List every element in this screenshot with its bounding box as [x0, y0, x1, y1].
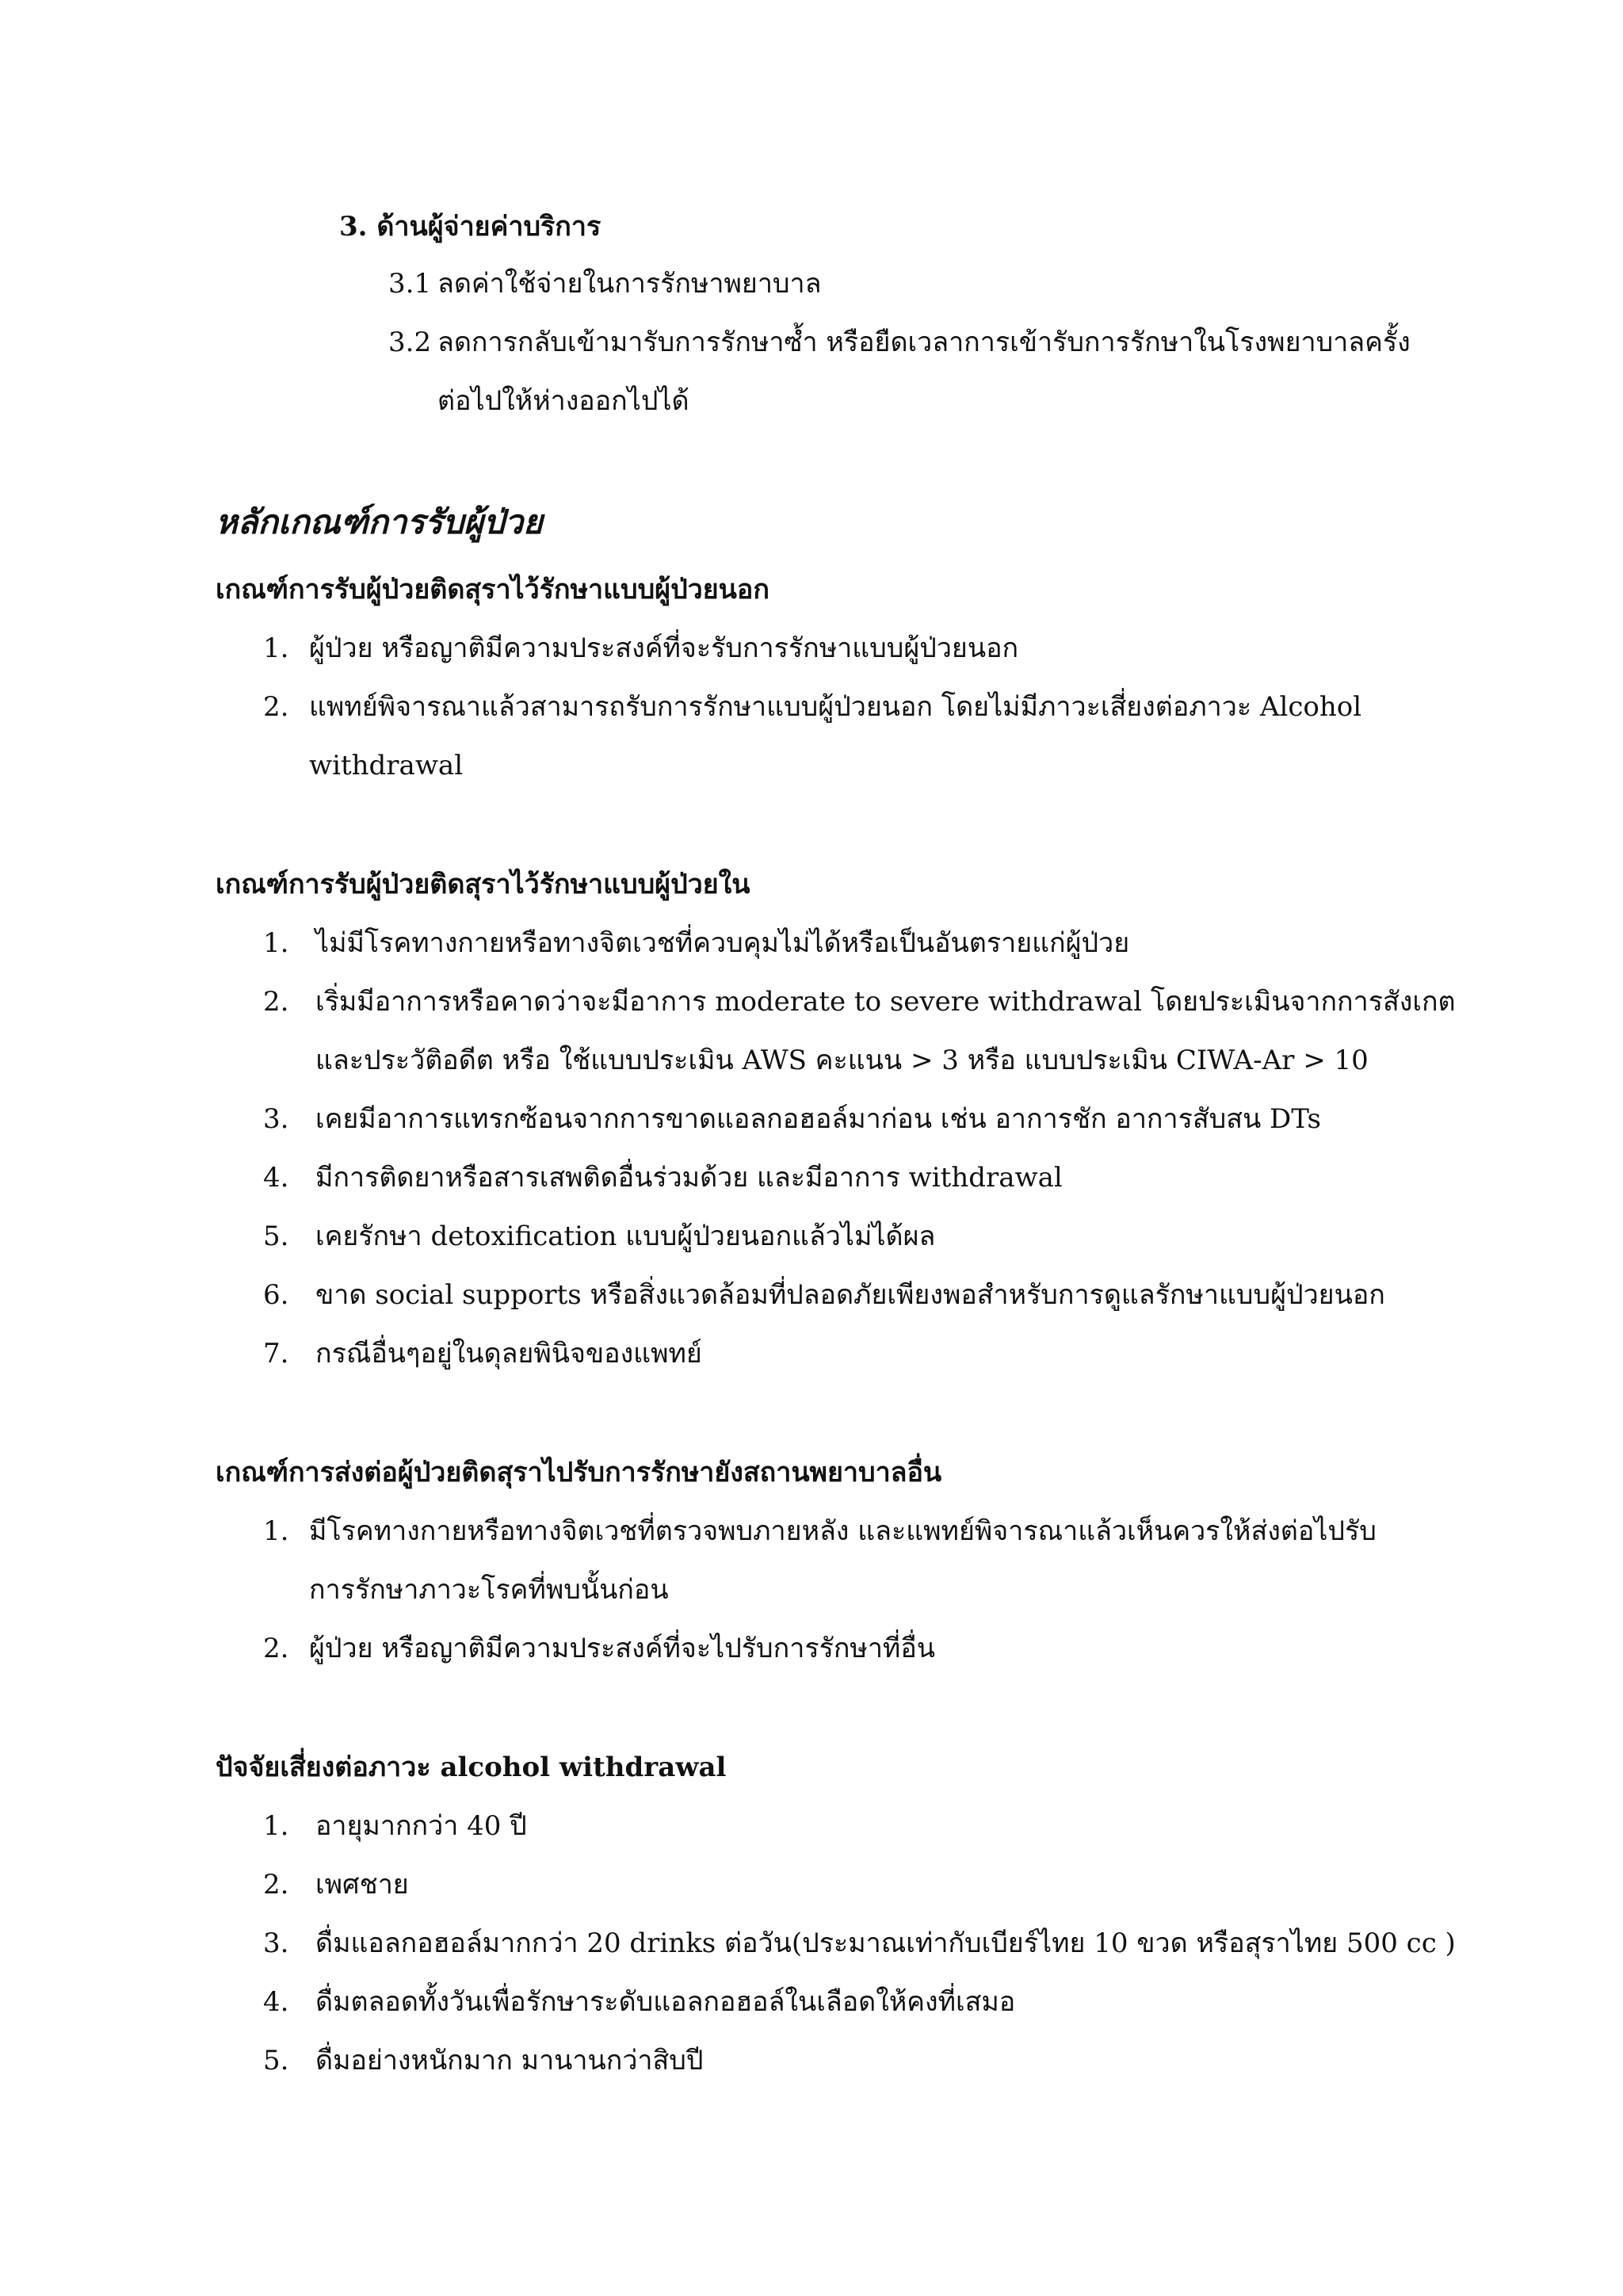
inpatient-item-6-text: ขาด social supports หรือสิ่งแวดล้อมที่ปลอดภัยเพียงพอสำหรับการดูแลรักษาแบบผู้ป่วยนอก — [315, 1279, 1385, 1311]
inpatient-item-4-number: 4. — [263, 1162, 289, 1194]
inpatient-heading: เกณฑ์การรับผู้ป่วยติดสุราไว้รักษาแบบผู้ป่วยใน — [216, 869, 750, 900]
outpatient-item-1-number: 1. — [263, 632, 289, 664]
payer-item-2-number: 3.2 — [388, 327, 432, 358]
inpatient-item-3-text: เคยมีอาการแทรกซ้อนจากการขาดแอลกอฮอล์มาก่อน เช่น อาการชัก อาการสับสน DTs — [315, 1103, 1321, 1135]
inpatient-item-4-text: มีการติดยาหรือสารเสพติดอื่นร่วมด้วย และมีอาการ withdrawal — [315, 1162, 1063, 1194]
referral-item-1-text: มีโรคทางกายหรือทางจิตเวชที่ตรวจพบภายหลัง และแพทย์พิจารณาแล้วเห็นควรให้ส่งต่อไปรับ — [309, 1515, 1377, 1547]
payer-item-1-number: 3.1 — [388, 268, 432, 300]
inpatient-item-7-text: กรณีอื่นๆอยู่ในดุลยพินิจของแพทย์ — [315, 1338, 702, 1370]
referral-item-1-number: 1. — [263, 1515, 289, 1547]
inpatient-item-5-text: เคยรักษา detoxification แบบผู้ป่วยนอกแล้วไม่ได้ผล — [315, 1221, 936, 1252]
outpatient-item-2-number: 2. — [263, 691, 289, 723]
risk-item-4-number: 4. — [263, 1986, 289, 2018]
risk-item-3-number: 3. — [263, 1927, 289, 1959]
risk-item-3-text: ดื่มแอลกอฮอล์มากกว่า 20 drinks ต่อวัน(ประมาณเท่ากับเบียร์ไทย 10 ขวด หรือสุราไทย 500 cc ) — [315, 1927, 1456, 1959]
inpatient-item-1-text: ไม่มีโรคทางกายหรือทางจิตเวชที่ควบคุมไม่ได้หรือเป็นอันตรายแก่ผู้ป่วย — [315, 927, 1130, 959]
risk-item-2-text: เพศชาย — [315, 1869, 409, 1901]
outpatient-item-2-continuation: withdrawal — [309, 750, 464, 781]
payer-item-2-text: ลดการกลับเข้ามารับการรักษาซ้ำ หรือยืดเวลาการเข้ารับการรักษาในโรงพยาบาลครั้ง — [437, 327, 1411, 358]
page-title: หลักเกณฑ์การรับผู้ป่วย — [216, 502, 543, 541]
referral-item-2-text: ผู้ป่วย หรือญาติมีความประสงค์ที่จะไปรับการรักษาที่อื่น — [309, 1633, 936, 1664]
inpatient-item-5-number: 5. — [263, 1221, 289, 1252]
inpatient-item-2-continuation: และประวัติอดีต หรือ ใช้แบบประเมิน AWS คะแนน > 3 หรือ แบบประเมิน CIWA-Ar > 10 — [315, 1045, 1369, 1076]
payer-item-1-text: ลดค่าใช้จ่ายในการรักษาพยาบาล — [437, 268, 822, 300]
risk-heading: ปัจจัยเสี่ยงต่อภาวะ alcohol withdrawal — [216, 1752, 727, 1783]
referral-item-2-number: 2. — [263, 1633, 289, 1664]
outpatient-heading: เกณฑ์การรับผู้ป่วยติดสุราไว้รักษาแบบผู้ป่วยนอก — [216, 574, 769, 606]
risk-item-1-text: อายุมากกว่า 40 ปี — [315, 1810, 527, 1842]
inpatient-item-2-number: 2. — [263, 986, 289, 1018]
risk-item-2-number: 2. — [263, 1869, 289, 1901]
inpatient-item-1-number: 1. — [263, 927, 289, 959]
inpatient-item-7-number: 7. — [263, 1338, 289, 1370]
inpatient-item-2-text: เริ่มมีอาการหรือคาดว่าจะมีอาการ moderate to severe withdrawal โดยประเมินจากการสังเกต — [315, 986, 1456, 1018]
outpatient-item-1-text: ผู้ป่วย หรือญาติมีความประสงค์ที่จะรับการรักษาแบบผู้ป่วยนอก — [309, 632, 1019, 664]
outpatient-item-2-text: แพทย์พิจารณาแล้วสามารถรับการรักษาแบบผู้ป่วยนอก โดยไม่มีภาวะเสี่ยงต่อภาวะ Alcohol — [309, 691, 1362, 723]
referral-item-1-continuation: การรักษาภาวะโรคที่พบนั้นก่อน — [309, 1574, 669, 1606]
risk-item-5-number: 5. — [263, 2045, 289, 2076]
inpatient-item-3-number: 3. — [263, 1103, 289, 1135]
risk-item-1-number: 1. — [263, 1810, 289, 1842]
referral-heading: เกณฑ์การส่งต่อผู้ป่วยติดสุราไปรับการรักษายังสถานพยาบาลอื่น — [216, 1457, 942, 1488]
payer-heading: 3. ด้านผู้จ่ายค่าบริการ — [339, 211, 601, 243]
risk-item-5-text: ดื่มอย่างหนักมาก มานานกว่าสิบปี — [315, 2045, 704, 2076]
inpatient-item-6-number: 6. — [263, 1279, 289, 1311]
risk-item-4-text: ดื่มตลอดทั้งวันเพื่อรักษาระดับแอลกอฮอล์ในเลือดให้คงที่เสมอ — [315, 1986, 1016, 2018]
payer-item-2-continuation: ต่อไปให้ห่างออกไปได้ — [437, 385, 689, 417]
